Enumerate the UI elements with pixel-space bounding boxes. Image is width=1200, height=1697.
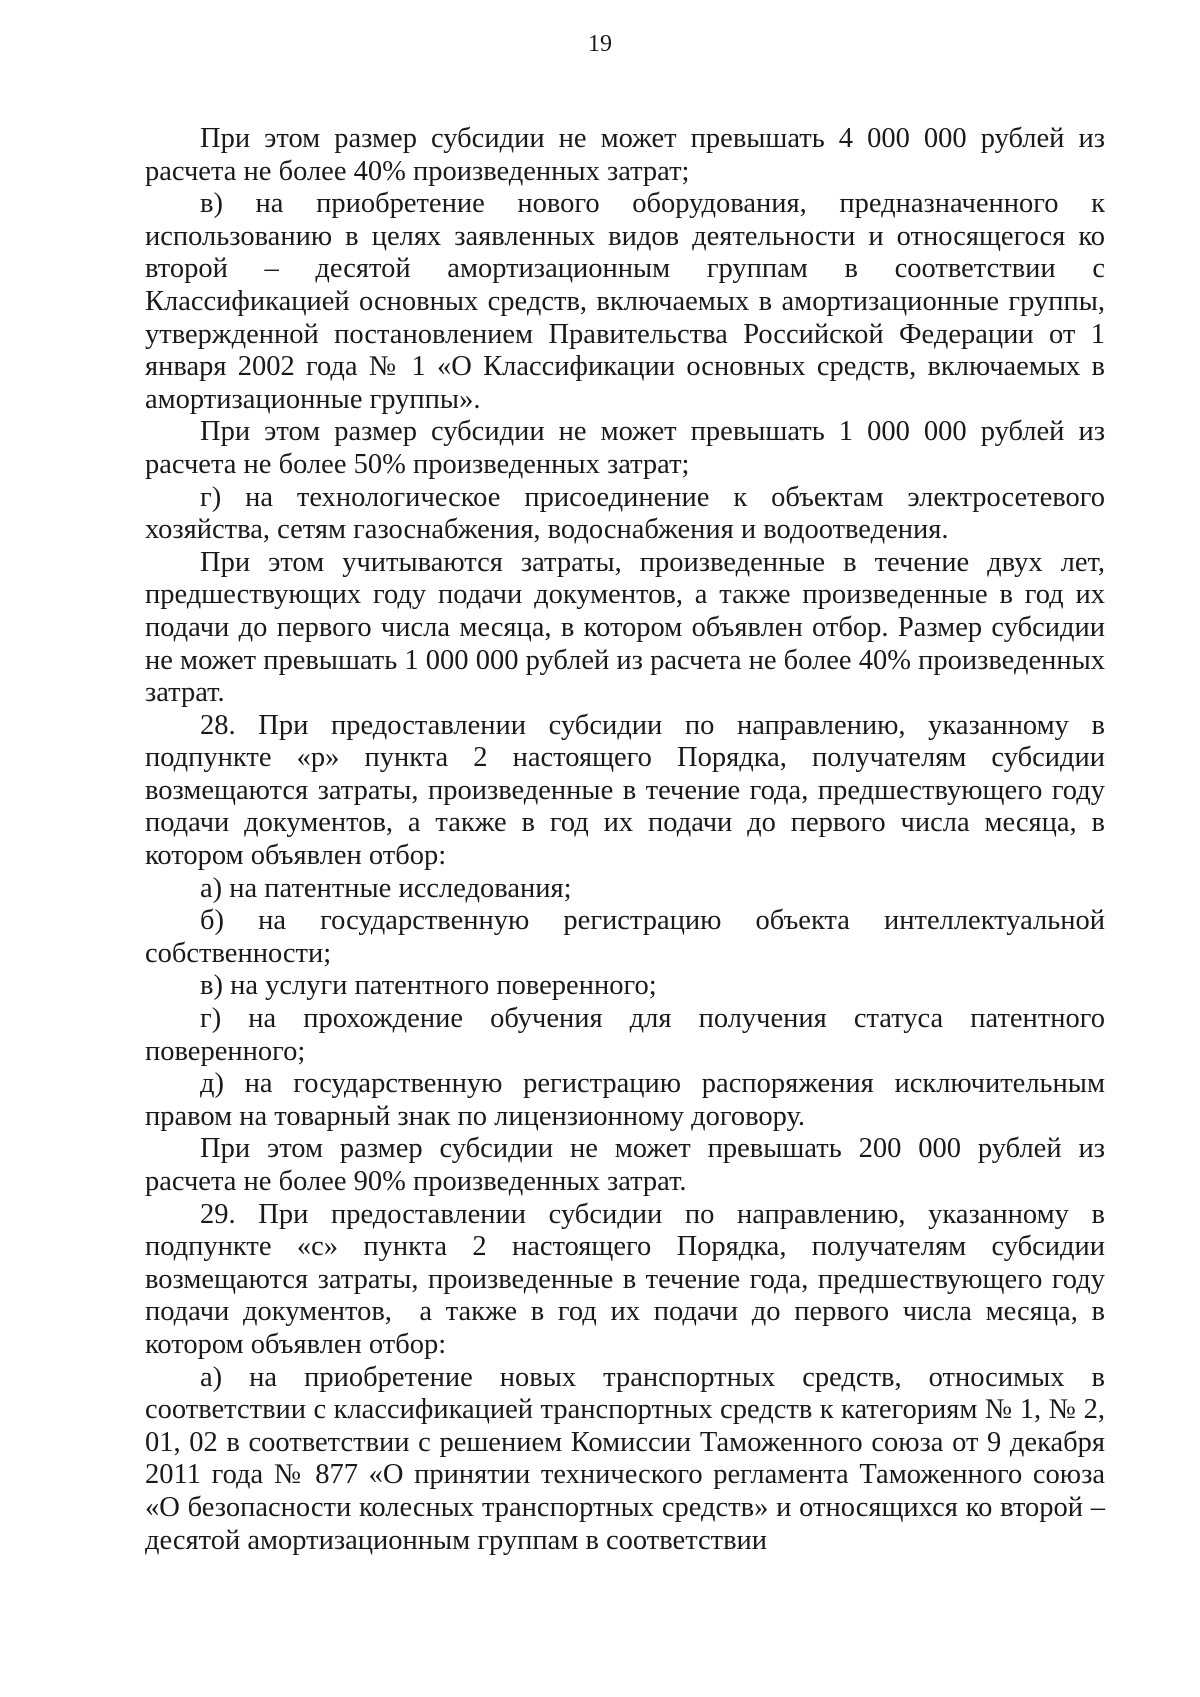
page-number: 19	[588, 31, 612, 57]
paragraph-section-29: 29. При предоставлении субсидии по направлению, указанному в подпункте «с» пункта 2 настоящего Порядка, получателям субсидии возмещаются затраты, произведенные в течение года, предшествующего году подачи документов, а также в год их подачи до первого числа месяца, в котором объявлен отбор:	[145, 1198, 1113, 1360]
paragraph-section-28: 28. При предоставлении субсидии по направлению, указанному в подпункте «р» пункта 2 настоящего Порядка, получателям субсидии возмещаются затраты, произведенные в течение года, предшествующего году подачи документов, а также в год их подачи до первого числа месяца, в котором объявлен отбор:	[145, 709, 1113, 872]
paragraph-item-v-equipment: в) на приобретение нового оборудования, предназначенного к использованию в целях заявленных видов деятельности и относящегося ко второй – десятой амортизационным группам в соответствии с Классификацией основных средств, включаемых в амортизационные группы, утвержденной постановлением Правительства Российской Федерации от 1 января 2002 года № 1 «О Классификации основных средств, включаемых в амортизационные группы».	[145, 188, 1113, 415]
document-body	[145, 123, 1113, 1557]
list-item-g-training: г) на прохождение обучения для получения статуса патентного поверенного;	[145, 1003, 1113, 1067]
list-item-v-patent-attorney: в) на услуги патентного поверенного;	[200, 970, 657, 1002]
list-item-a-patent-research: а) на патентные исследования;	[200, 872, 572, 904]
paragraph-costs-two-years: При этом учитываются затраты, произведенные в течение двух лет, предшествующих году подачи документов, а также произведенные в год их подачи до первого числа месяца, в котором объявлен отбор. Размер субсидии не может превышать 1 000 000 рублей из расчета не более 40% произведенных затрат.	[145, 546, 1113, 709]
paragraph-subsidy-limit-200k: При этом размер субсидии не может превышать 200 000 рублей из расчета не более 90% произведенных затрат.	[145, 1133, 1113, 1197]
paragraph-subsidy-limit-1m-50: При этом размер субсидии не может превышать 1 000 000 рублей из расчета не более 50% произведенных затрат;	[145, 416, 1113, 480]
list-item-d-trademark-license: д) на государственную регистрацию распоряжения исключительным правом на товарный знак по лицензионному договору.	[145, 1068, 1113, 1132]
paragraph-item-g-connection: г) на технологическое присоединение к объектам электросетевого хозяйства, сетям газоснабжения, водоснабжения и водоотведения.	[145, 481, 1113, 546]
list-item-a-vehicles: а) на приобретение новых транспортных средств, относимых в соответствии с классификацией транспортных средств к категориям № 1, № 2, 01, 02 в соответствии с решением Комиссии Таможенного союза от 9 декабря 2011 года № 877 «О принятии технического регламента Таможенного союза «О безопасности колесных транспортных средств» и относящихся ко второй – десятой амортизационным группам в соответствии	[145, 1361, 1113, 1556]
paragraph-subsidy-limit-4m: При этом размер субсидии не может превышать 4 000 000 рублей из расчета не более 40% произведенных затрат;	[145, 123, 1113, 187]
list-item-b-ip-registration: б) на государственную регистрацию объекта интеллектуальной собственности;	[145, 905, 1113, 969]
